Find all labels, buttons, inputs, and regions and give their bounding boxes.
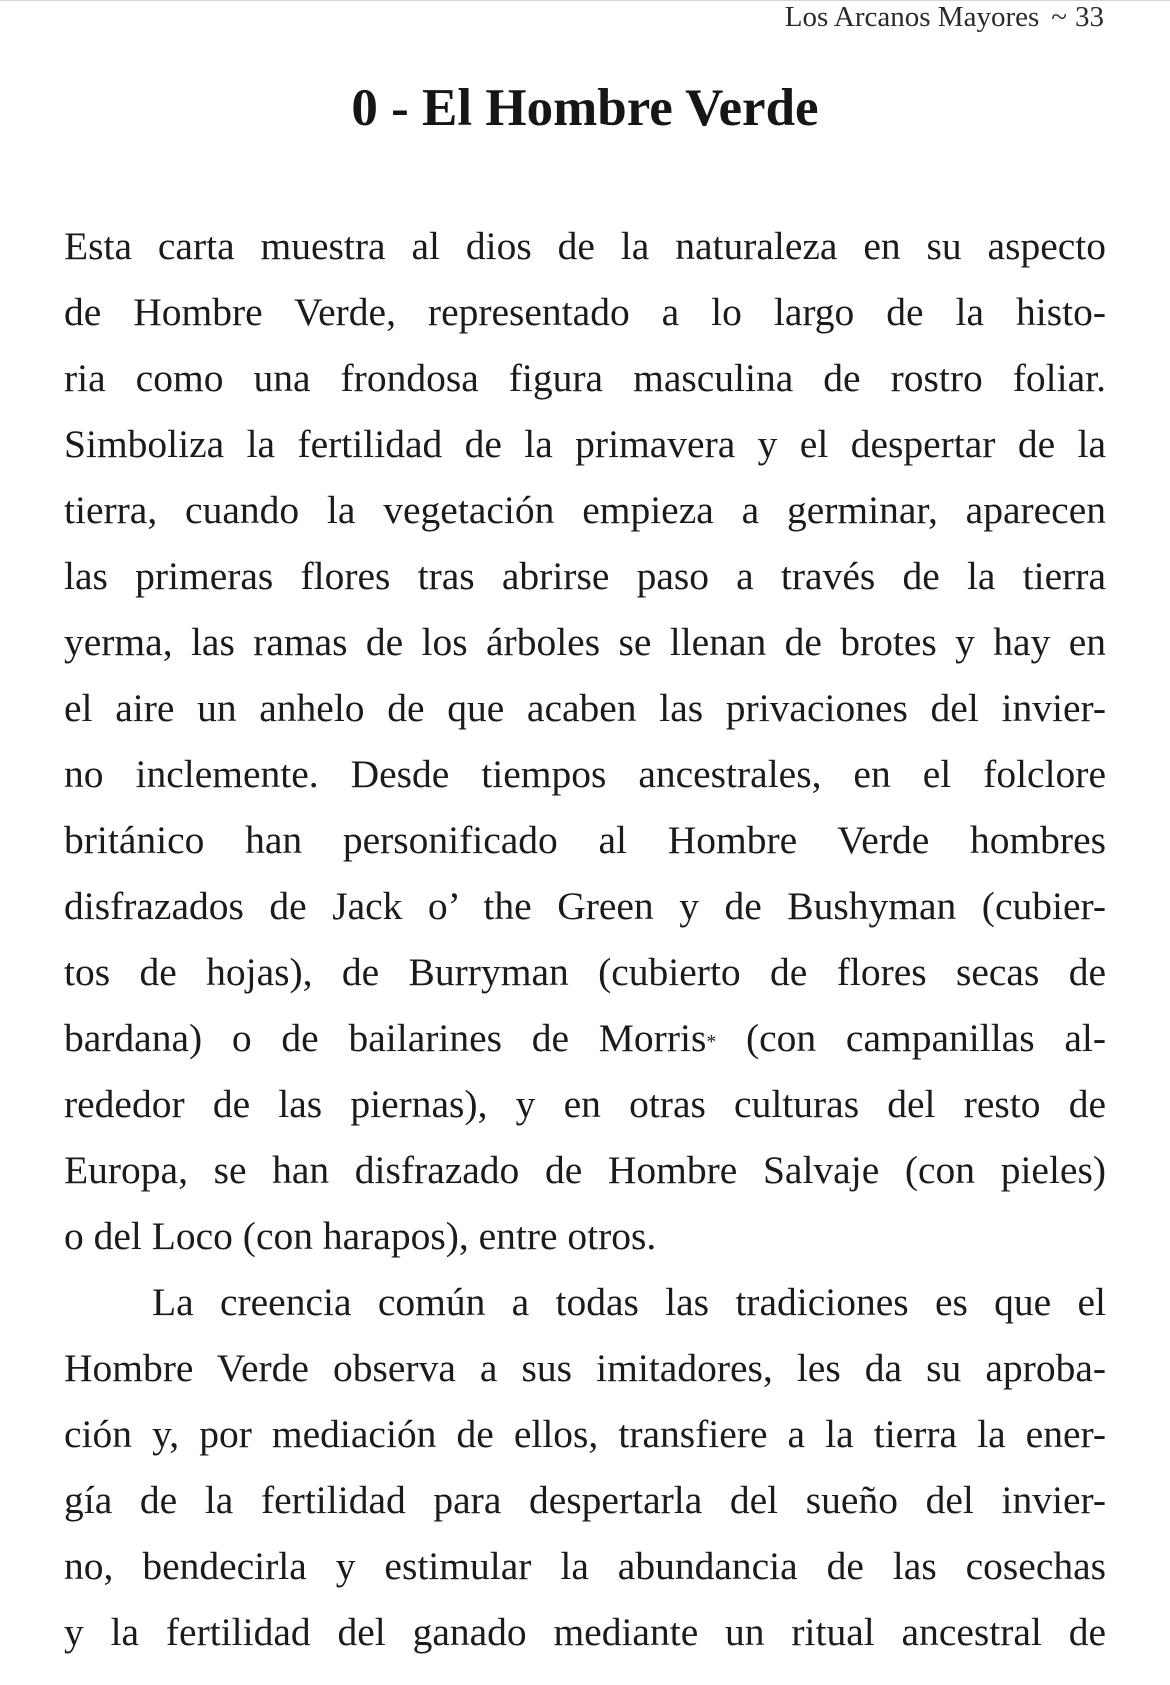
text-line: Hombre Verde observa a sus imitadores, les da su aproba-	[64, 1346, 1106, 1390]
text-line: británico han personificado al Hombre Verde hombres	[64, 818, 1106, 862]
paragraph-2	[64, 1269, 1106, 1665]
text-line: yerma, las ramas de los árboles se llenan de brotes y hay en	[64, 620, 1106, 664]
running-header	[785, 0, 1104, 34]
text-line-start: bardana) o de bailarines de Morris	[64, 1016, 707, 1060]
paragraph-1	[64, 213, 1106, 1269]
text-line: o del Loco (con harapos), entre otros.	[64, 1214, 657, 1258]
header-separator: ~	[1051, 1, 1067, 33]
text-line: rededor de las piernas), y en otras culturas del resto de	[64, 1082, 1106, 1126]
text-line: disfrazados de Jack o’ the Green y de Bushyman (cubier-	[64, 884, 1106, 928]
body-text	[64, 213, 1106, 1665]
page-number: 33	[1075, 1, 1104, 33]
text-line: La creencia común a todas las tradiciones es que el	[152, 1280, 1106, 1324]
text-line: Esta carta muestra al dios de la naturaleza en su aspecto	[64, 224, 1106, 268]
text-line: de Hombre Verde, representado a lo largo de la histo-	[64, 290, 1106, 334]
text-line: gía de la fertilidad para despertarla del sueño del invier-	[64, 1478, 1106, 1522]
chapter-title: 0 - El Hombre Verde	[351, 79, 819, 137]
text-line: tos de hojas), de Burryman (cubierto de flores secas de	[64, 950, 1106, 994]
text-line-with-footnote	[64, 1005, 1106, 1071]
text-line: las primeras flores tras abrirse paso a través de la tierra	[64, 554, 1106, 598]
text-line: Simboliza la fertilidad de la primavera y el despertar de la	[64, 422, 1106, 466]
text-line: no, bendecirla y estimular la abundancia de las cosechas	[64, 1544, 1106, 1588]
text-line: el aire un anhelo de que acaben las privaciones del invier-	[64, 686, 1106, 730]
text-line: no inclemente. Desde tiempos ancestrales, en el folclore	[64, 752, 1106, 796]
text-line: tierra, cuando la vegetación empieza a germinar, aparecen	[64, 488, 1106, 532]
footnote-marker[interactable]: *	[706, 1030, 717, 1053]
text-line: ción y, por mediación de ellos, transfiere a la tierra la ener-	[64, 1412, 1106, 1456]
text-line: Europa, se han disfrazado de Hombre Salvaje (con pieles)	[64, 1148, 1106, 1192]
text-line-end: (con campanillas al-	[716, 1016, 1106, 1060]
running-title: Los Arcanos Mayores	[784, 1, 1040, 33]
text-line: ria como una frondosa figura masculina de rostro foliar.	[64, 356, 1106, 400]
text-line: y la fertilidad del ganado mediante un ritual ancestral de	[64, 1610, 1106, 1654]
